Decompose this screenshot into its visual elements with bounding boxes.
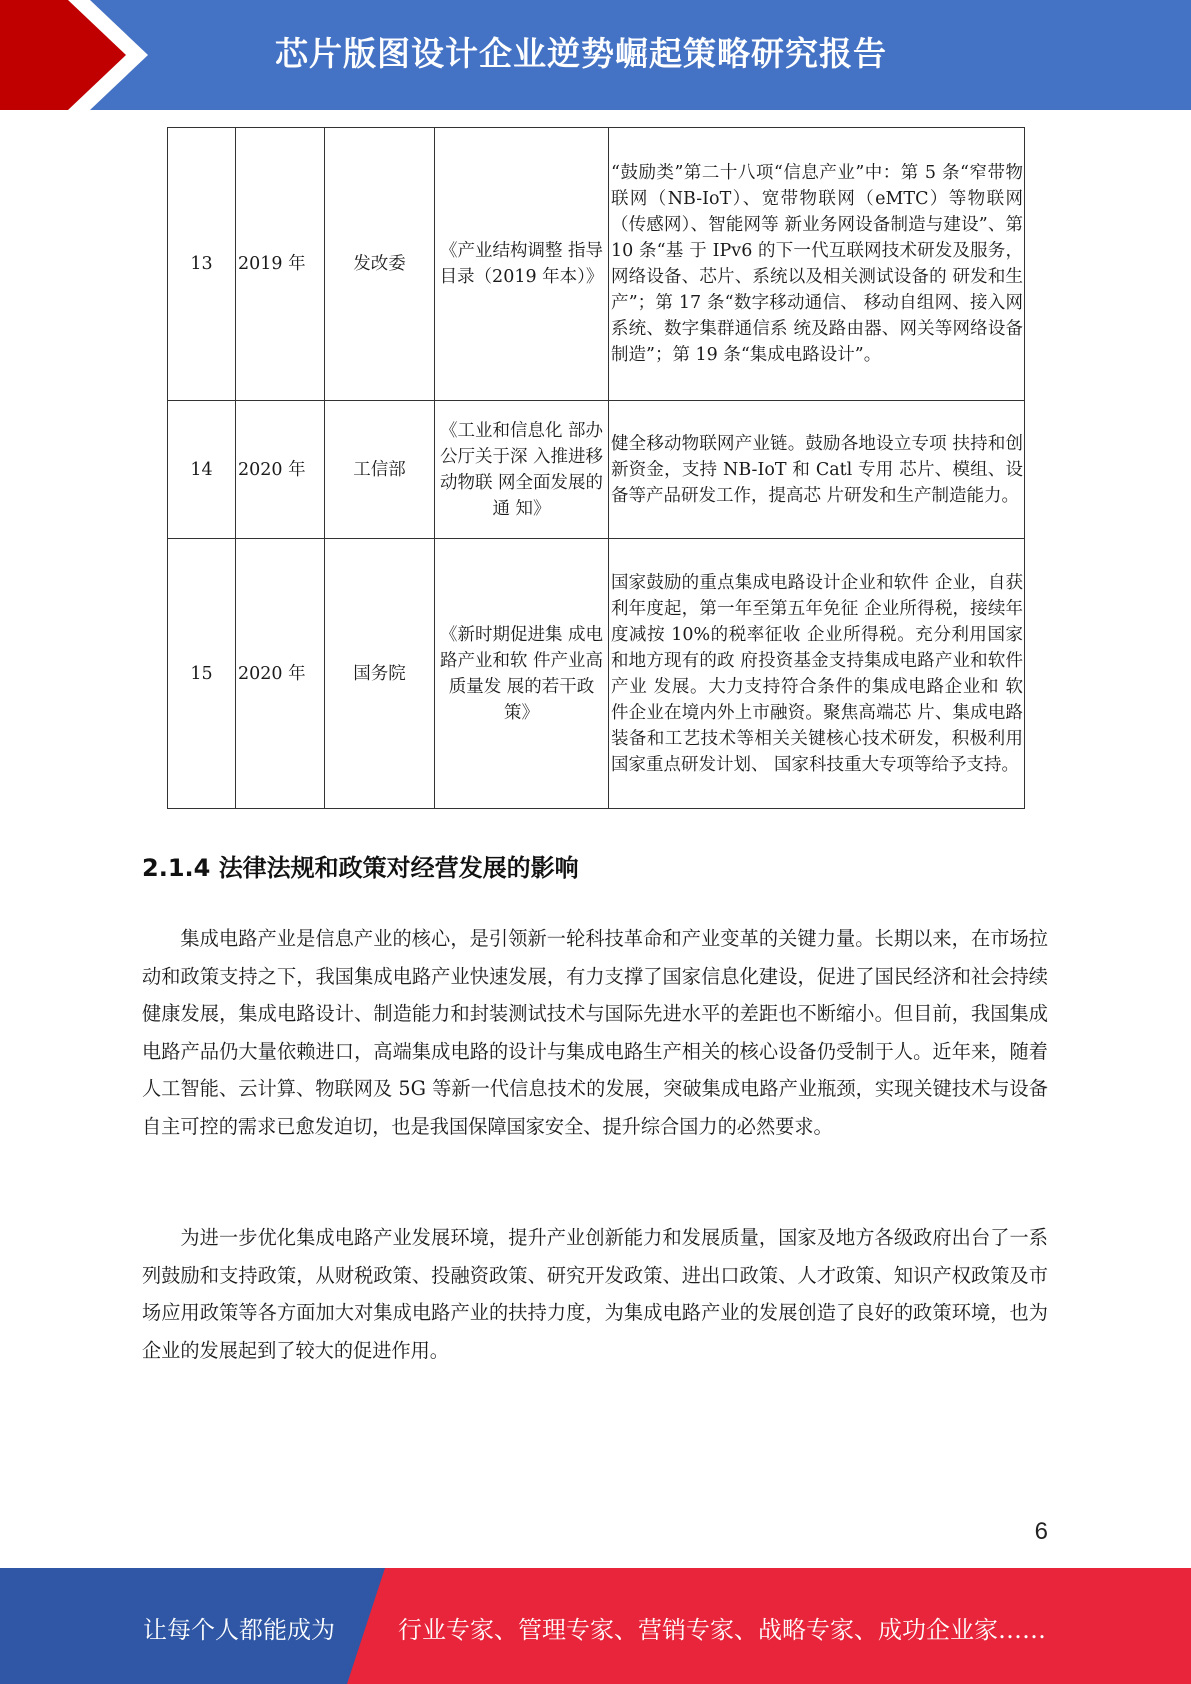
report-title: 芯片版图设计企业逆势崛起策略研究报告 [275,34,887,73]
row-department: 工信部 [325,401,435,539]
row-content: 国家鼓励的重点集成电路设计企业和软件 企业，自获利年度起，第一年至第五年免征 企业所得税，接续年度减按 10%的税率征收 企业所得税。充分利用国家和地方现有的政 府投资基金支持集成电路产业和软件产业 发展。大力支持符合条件的集成电路企业和 软件企业在境内外上市融资。聚焦高端芯 片、集成电路装备和工艺技术等相关关键核心技术研发，积极利用国家重点研发计划、 国家科技重大专项等给予支持。 [609,539,1025,809]
table-row [168,128,1025,401]
row-number: 13 [168,128,236,401]
page-header [0,0,1191,110]
row-year: 2020 年 [236,539,325,809]
section-heading: 2.1.4 法律法规和政策对经营发展的影响 [142,854,579,882]
row-department: 国务院 [325,539,435,809]
row-department: 发改委 [325,128,435,401]
page-footer [0,1568,1191,1684]
table-row [168,401,1025,539]
policy-table [167,127,1025,809]
row-year: 2020 年 [236,401,325,539]
row-document: 《产业结构调整 指导目录（2019 年本）》 [435,128,609,401]
row-number: 14 [168,401,236,539]
row-number: 15 [168,539,236,809]
page-number: 6 [1034,1518,1048,1545]
row-document: 《新时期促进集 成电路产业和软 件产业高质量发 展的若干政策》 [435,539,609,809]
row-year: 2019 年 [236,128,325,401]
body-paragraph: 集成电路产业是信息产业的核心，是引领新一轮科技革命和产业变革的关键力量。长期以来，在市场拉动和政策支持之下，我国集成电路产业快速发展，有力支撑了国家信息化建设，促进了国民经济和社会持续健康发展，集成电路设计、制造能力和封装测试技术与国际先进水平的差距也不断缩小。但目前，我国集成电路产品仍大量依赖进口，高端集成电路的设计与集成电路生产相关的核心设备仍受制于人。近年来，随着人工智能、云计算、物联网及 5G 等新一代信息技术的发展，突破集成电路产业瓶颈，实现关键技术与设备自主可控的需求已愈发迫切，也是我国保障国家安全、提升综合国力的必然要求。 [142,927,1048,1138]
table-row [168,539,1025,809]
footer-slogan-left: 让每个人都能成为 [143,1616,335,1644]
row-content: “鼓励类”第二十八项“信息产业”中：第 5 条“窄带物联网（NB-IoT）、宽带物联网（eMTC）等物联网（传感网）、智能网等 新业务网设备制造与建设”、第 10 条“基 于 IPv6 的下一代互联网技术研发及服务， 网络设备、芯片、系统以及相关测试设备的 研发和生产”；第 17 条“数字移动通信、 移动自组网、接入网系统、数字集群通信系 统及路由器、网关等网络设备制造”；第 19 条“集成电路设计”。 [609,128,1025,401]
row-document: 《工业和信息化 部办公厅关于深 入推进移动物联 网全面发展的通 知》 [435,401,609,539]
footer-slogan-right: 行业专家、管理专家、营销专家、战略专家、成功企业家…… [398,1616,1046,1644]
body-paragraph: 为进一步优化集成电路产业发展环境，提升产业创新能力和发展质量，国家及地方各级政府出台了一系列鼓励和支持政策，从财税政策、投融资政策、研究开发政策、进出口政策、人才政策、知识产权政策及市场应用政策等各方面加大对集成电路产业的扶持力度，为集成电路产业的发展创造了良好的政策环境，也为企业的发展起到了较大的促进作用。 [142,1226,1048,1362]
row-content: 健全移动物联网产业链。鼓励各地设立专项 扶持和创新资金，支持 NB-IoT 和 Catl 专用 芯片、模组、设备等产品研发工作，提高芯 片研发和生产制造能力。 [609,401,1025,539]
